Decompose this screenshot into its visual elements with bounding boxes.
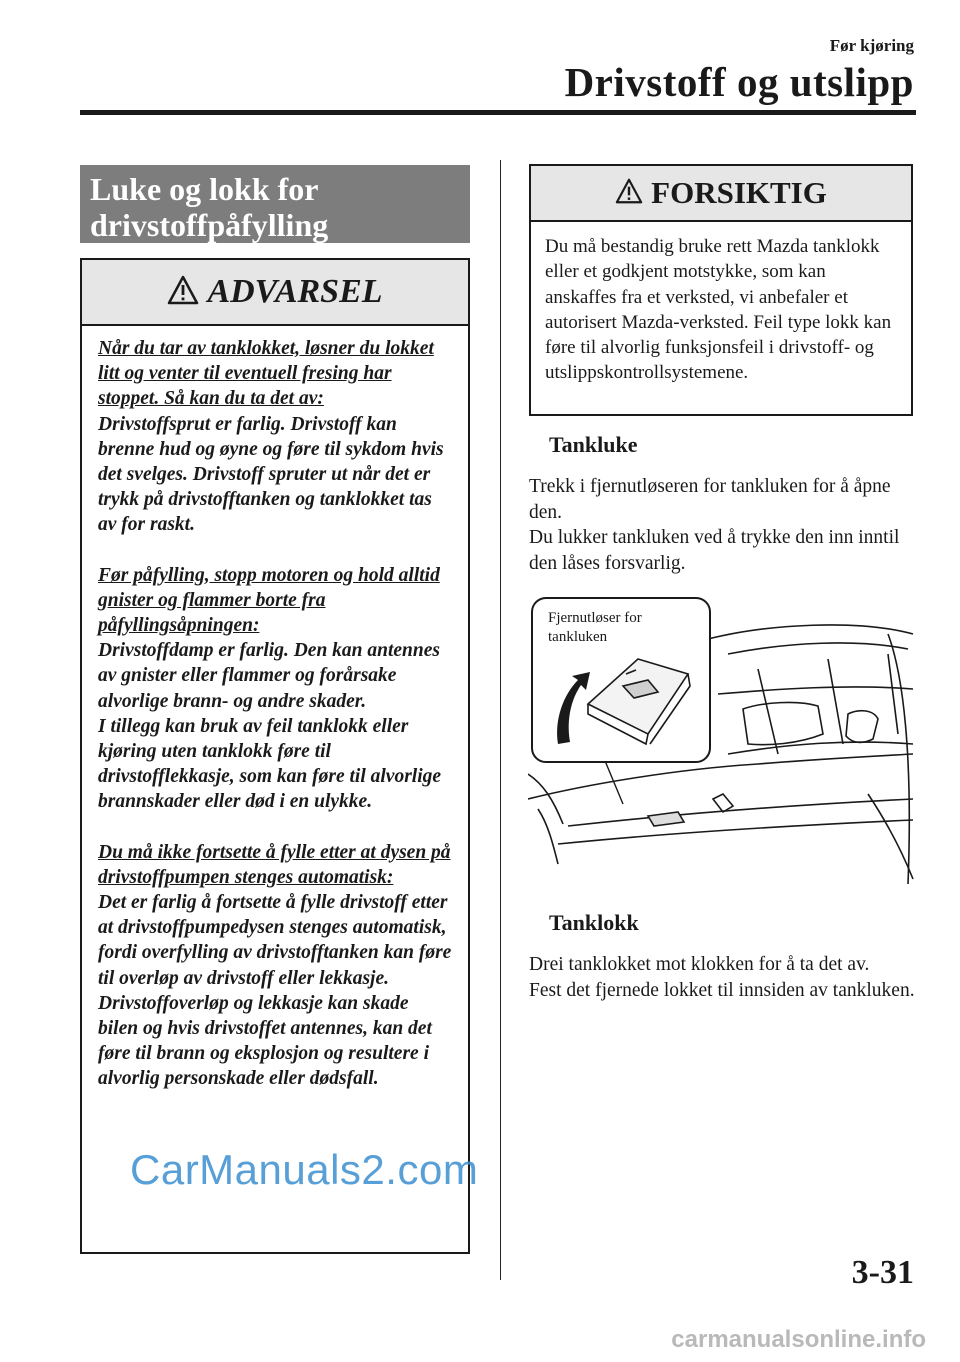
fuel-lid-release-illustration [528, 594, 918, 884]
warning-bullet-3-heading: Du må ikke fortsette å fylle etter at dysen på drivstoffpumpen stenges automatisk: [98, 841, 451, 888]
fuel-lid-release-figure [528, 594, 918, 884]
warning-header [82, 260, 468, 326]
caution-triangle-icon [615, 178, 643, 209]
caution-header [531, 166, 911, 222]
tankluke-p1: Trekk i fjernutløseren for tankluken for å åpne den. [529, 476, 891, 523]
caution-box [529, 164, 913, 416]
warning-body [82, 326, 468, 1092]
tanklokk-p1: Drei tanklokket mot klokken for å ta det av. [529, 954, 870, 975]
tanklokk-text [529, 952, 919, 1003]
caution-title: FORSIKTIG [651, 175, 827, 210]
warning-bullet-2-text: Drivstoffdamp er farlig. Den kan antennes av gnister eller flammer og forårsake alvorlige brann- og andre skader. [98, 640, 440, 712]
section-title: Luke og lokk for drivstoffpåfylling [80, 165, 470, 243]
warning-bullet-1-heading: Når du tar av tanklokket, løsner du lokket litt og venter til eventuell fresing har stoppet. Så kan du ta det av: [98, 338, 434, 410]
warning-bullet-3-text: Det er farlig å fortsette å fylle drivstoff etter at drivstoffpumpedysen stenges automatisk, fordi overfylling av drivstofftanken kan føre til overløp av drivstoff eller lekkasje. Drivstoffoverløp og lekkasje kan skade bilen og hvis drivstoffet antennes, kan det føre til brann og eksplosjon og resultere i alvorlig personskade eller dødsfall. [98, 892, 452, 1090]
tankluke-text [529, 474, 919, 576]
tanklokk-p2: Fest det fjernede lokket til innsiden av tankluken. [529, 979, 915, 1001]
warning-triangle-icon [167, 275, 199, 310]
caution-text: Du må bestandig bruke rett Mazda tanklokk eller et godkjent motstykke, som kan anskaffes fra et verksted, vi anbefaler et autorisert Mazda-verksted. Feil type lokk kan føre til alvorlig funksjonsfeil i drivstoff- og utslippskontrollsystemene. [545, 236, 892, 384]
warning-bullet-2-heading: Før påfylling, stopp motoren og hold alltid gnister og flammer borte fra påfyllingsåpningen: [98, 564, 440, 637]
tanklokk-heading: Tanklokk [549, 910, 639, 935]
warning-title: ADVARSEL [207, 273, 383, 310]
tankluke-heading: Tankluke [549, 432, 638, 457]
fig-callout-line-1: Fjernutløser for [548, 610, 642, 626]
chapter-label: Før kjøring [829, 36, 914, 55]
watermark: CarManuals2.com [130, 1146, 479, 1193]
tankluke-p2: Du lukker tankluken ved å trykke den inn inntil den låses forsvarlig. [529, 527, 900, 574]
column-divider [500, 160, 501, 1280]
warning-bullet-1-text: Drivstoffsprut er farlig. Drivstoff kan brenne hud og øyne og føre til sykdom hvis det svelges. Drivstoff spruter ut når det er trykk på drivstofftanken og tanklokket tas av for raskt. [98, 413, 444, 536]
warning-bullet-2-text-2: I tillegg kan bruk av feil tanklokk eller kjøring uten tanklokk føre til drivstofflekkasje, som kan føre til alvorlige brannskader eller død i en ulykke. [98, 715, 442, 813]
page-header-title: Drivstoff og utslipp [564, 59, 914, 105]
page-number: 3-31 [851, 1254, 914, 1291]
site-watermark: carmanualsonline.info [671, 1326, 926, 1353]
warning-box [80, 258, 470, 1254]
fig-callout-line-2: tankluken [548, 629, 608, 645]
header-rule [80, 110, 916, 115]
